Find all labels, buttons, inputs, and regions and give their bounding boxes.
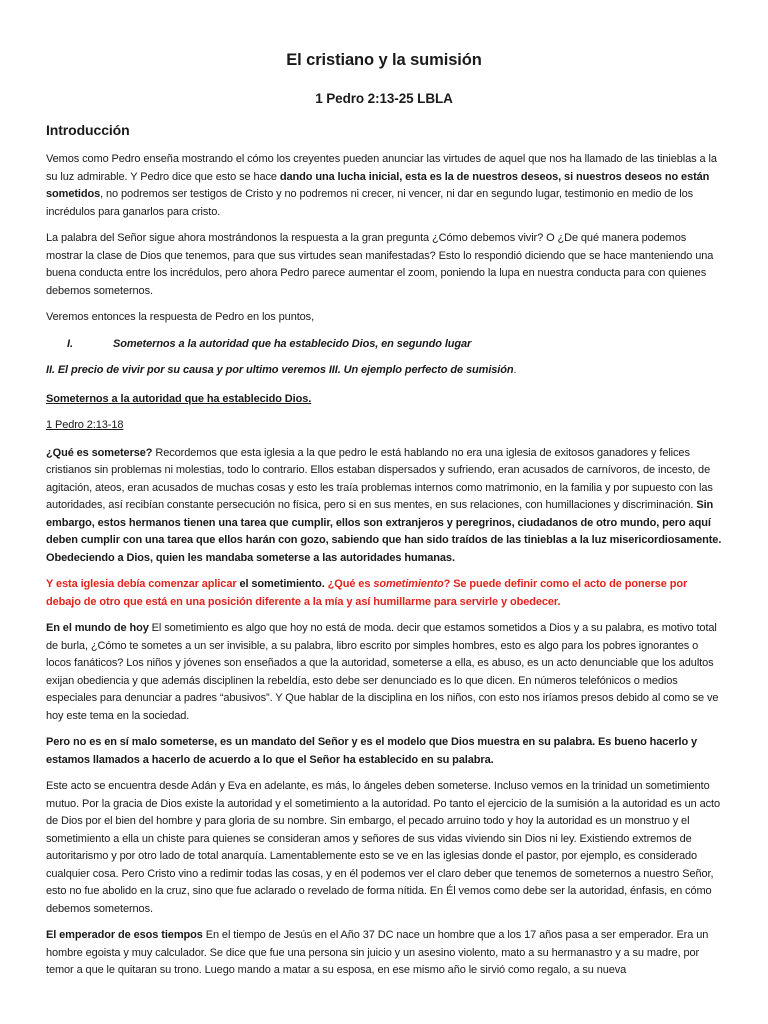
- mandate-paragraph: Pero no es en sí malo someterse, es un mandato del Señor y es el modelo que Dios muestra en su palabra. Es bueno hacerlo y estamos llamados a hacerlo de acuerdo a lo que el Señor ha establecido en su palabra.: [46, 736, 698, 766]
- outline-item-1-text: Someternos a la autoridad que ha establecido Dios, en segundo lugar: [113, 337, 472, 350]
- definition-red-intro: Y esta iglesia debía comenzar aplicar: [46, 578, 240, 590]
- submission-bold-text: Sin embargo, estos hermanos tienen una tarea que cumplir, ellos son extranjeros y peregrinos, ciudadanos de otro mundo, pero aquí deben cumplir con una tarea que ellos harán con gozo, sabiendo que han sido traídos de las tinieblas a la luz misericordiosamente. Obedeciendo a Dios, quien les mandaba someterse a las autoridades humanas.: [46, 499, 722, 564]
- definition-red-italic-term: sometimiento: [373, 578, 444, 590]
- intro-paragraph-2: La palabra del Señor sigue ahora mostrándonos la respuesta a la gran pregunta ¿Cómo debemos vivir? O ¿De qué manera podemos mostrar la clase de Dios que tenemos, para que sus virtudes sean manifestadas? Esto lo respondió diciendo que se hace manteniendo una buena conducta entre los incrédulos, pero ahora Pedro parece aumentar el zoom, poniendo la lupa en nuestra conducta para con quienes debemos someternos.: [46, 232, 714, 297]
- document-subtitle: 1 Pedro 2:13-25 LBLA: [315, 91, 453, 106]
- today-text: El sometimiento es algo que hoy no está de moda. decir que estamos sometidos a Dios y a su palabra, es motivo total de burla, ¿Cómo te sometes a un ser invisible, a su palabra, libro escrito por simples hombres, esto es algo para los pobres ignorantes o locos fanáticos? Los niños y jóvenes son enseñados a que la autoridad, someterse a ella, es abuso, es un acto denunciable que los adultos exijan obediencia y que además disciplinen la rebeldía, esto debe ser denunciado es lo que dicen. En números telefónicos o medios especiales para denunciar a padres “abusivos”. Y Que hablar de la disciplina en los niños, con esto nos iríamos presos debido al como se ve hoy este tema en la sociedad.: [46, 622, 719, 722]
- submission-text: Recordemos que esta iglesia a la que pedro le está hablando no era una iglesia de exitosos ganadores y felices cristianos sin problemas ni molestias, todo lo contrario. Ellos estaban dispersados y sufriendo, eran acusados de carnívoros, de incesto, de agitación, ateos, eran acusados de muchas cosas y esto les traía problemas internos como matrimonio, en la familia y por supuesto con las autoridades, así recibían constante persecución no física, pero si en sus mentes, en sus relaciones, con humillaciones y discriminación.: [46, 446, 713, 511]
- today-paragraph: [46, 620, 722, 725]
- emperor-text: En el tiempo de Jesús en el Año 37 DC nace un hombre que a los 17 años pasa a ser emperador. Era un hombre egoista y muy calculador. Se dice que fue una persona sin juicio y un asesino violento, mato a su hermanastro y a su madre, por temor a que le quitaran su trono. Luego mando a matar a su esposa, en ese mismo año le sirvió como regalo, a su nueva: [46, 929, 709, 976]
- outline-item-2-text: II. El precio de vivir por su causa y por ultimo veremos III. Un ejemplo perfecto de sumisión: [46, 364, 514, 376]
- scripture-reference: 1 Pedro 2:13-18: [46, 419, 124, 431]
- submission-question: ¿Qué es someterse?: [46, 446, 153, 459]
- intro-p1-text-b: , no podremos ser testigos de Cristo y no podremos ni crecer, ni vencer, ni dar en segundo lugar, testimonio en medio de los incrédulos para ganarlos para cristo.: [46, 188, 694, 218]
- definition-paragraph: [46, 576, 722, 611]
- definition-red-question: ¿Qué es: [324, 578, 374, 590]
- intro-heading: Introducción: [46, 122, 130, 138]
- act-paragraph: Este acto se encuentra desde Adán y Eva en adelante, es más, lo ángeles deben someterse. Incluso vemos en la trinidad un sometimiento mutuo. Por la gracia de Dios existe la autoridad y el sometimiento a la autoridad. Po tanto el ejercicio de la sumisión a la autoridad es un acto de Dios por el bien del hombre y para gloria de su nombre. Sin embargo, el pecado arruino todo y hoy la autoridad es un monstruo y el sometimiento a ella un chiste para quienes se consideran amos y señores de sus vidas viviendo sin Dios ni ley. Existiendo extremos de autoritarismo y por otro lado de total anarquía. Lamentablemente esto se ve en las iglesias donde el pastor, por ejemplo, es considerado cualquier cosa. Pero Cristo vino a redimir todas las cosas, y en él podemos ver el claro deber que tenemos de someternos a nuestro Señor, esto no fue abolido en la cruz, sino que fue aclarado o revelado de forma nítida. En Él vemos como debe ser la autoridad, énfasis, en cómo debemos someternos.: [46, 780, 720, 915]
- intro-p1-bold: dando una lucha inicial, esta es la de nuestros deseos, si nuestros deseos no están sometidos: [46, 170, 710, 200]
- document-title: El cristiano y la sumisión: [286, 51, 482, 69]
- today-lead: En el mundo de hoy: [46, 622, 149, 634]
- outline-item-2-end: .: [513, 364, 517, 376]
- outline-item-1: [46, 336, 722, 354]
- outline-item-2: [46, 362, 722, 380]
- definition-red-text: ? Se puede definir como el acto de ponerse por debajo de otro que está en una posición diferente a la mía y así humillarme para servirle y obedecer.: [46, 578, 688, 608]
- emperor-lead: El emperador de esos tiempos: [46, 929, 203, 941]
- intro-p1-text-a: Vemos como Pedro enseña mostrando el cómo los creyentes pueden anunciar las virtudes de aquel que nos ha llamado de las tinieblas a la su luz admirable. Y Pedro dice que esto se hace: [46, 153, 717, 183]
- intro-paragraph-3: Veremos entonces la respuesta de Pedro en los puntos,: [46, 311, 315, 323]
- intro-paragraph-1: [46, 151, 722, 221]
- definition-black-term: el sometimiento.: [239, 578, 325, 590]
- outline-item-1-number: I.: [67, 337, 73, 350]
- section-heading: Someternos a la autoridad que ha establecido Dios.: [46, 392, 312, 405]
- submission-paragraph: [46, 445, 722, 568]
- emperor-paragraph: [46, 927, 722, 980]
